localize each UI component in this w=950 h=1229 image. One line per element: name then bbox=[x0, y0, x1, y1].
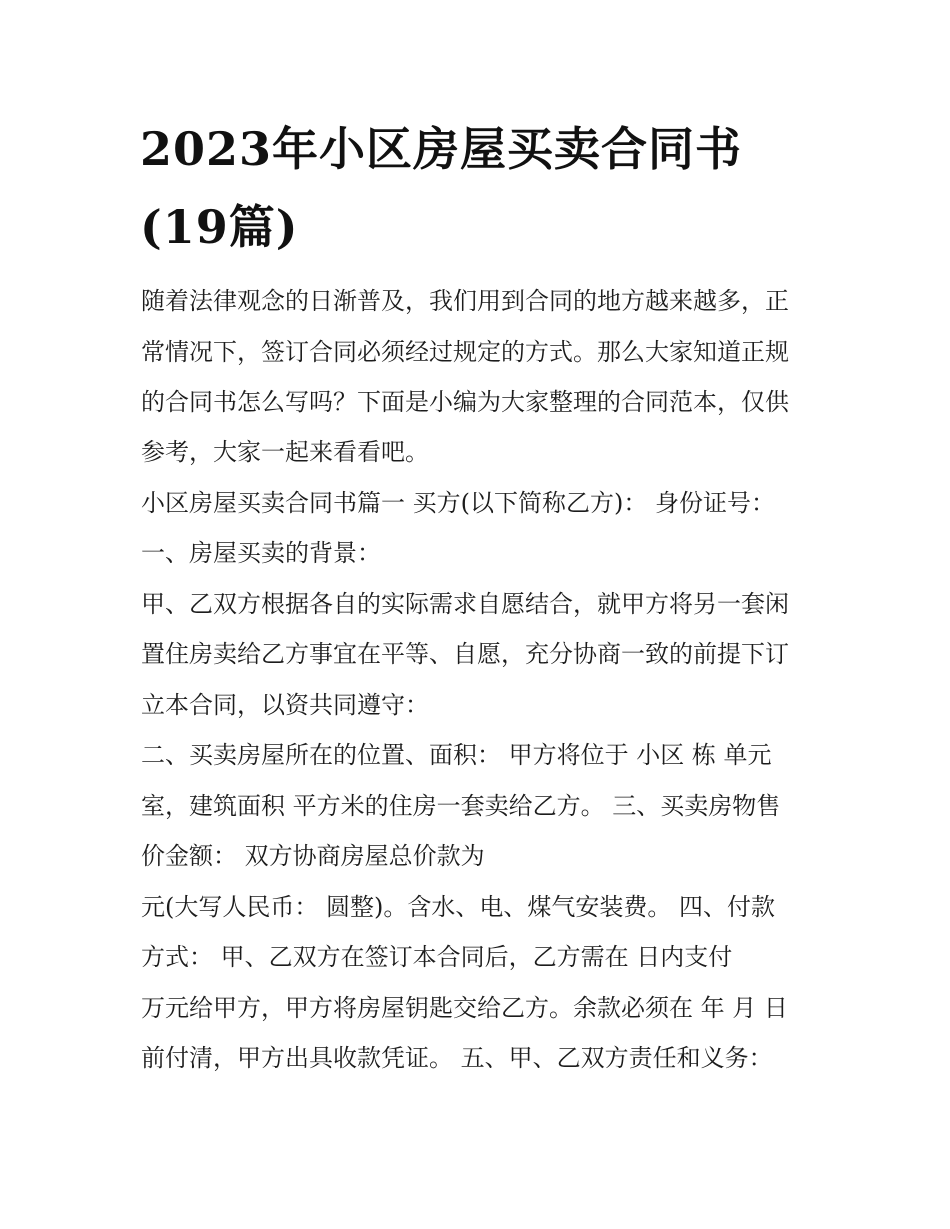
paragraph-line: 室，建筑面积 平方米的住房一套卖给乙方。 三、买卖房物售 bbox=[141, 792, 781, 820]
paragraph-line: 二、买卖房屋所在的位置、面积： 甲方将位于 小区 栋 单元 bbox=[141, 741, 772, 769]
paragraph-line: 置住房卖给乙方事宜在平等、自愿，充分协商一致的前提下订 bbox=[141, 640, 789, 668]
paragraph-line: 前付清，甲方出具收款凭证。 五、甲、乙双方责任和义务： bbox=[141, 1044, 773, 1072]
paragraph-line: 元(大写人民币： 圆整)。含水、电、煤气安装费。 四、付款 bbox=[141, 893, 775, 921]
paragraph-line: 立本合同，以资共同遵守： bbox=[141, 691, 429, 719]
paragraph-line: 方式： 甲、乙双方在签订本合同后，乙方需在 日内支付 bbox=[141, 943, 733, 971]
paragraph-line: 随着法律观念的日渐普及，我们用到合同的地方越来越多，正 bbox=[141, 287, 789, 315]
document-title-line-1: 2023年小区房屋买卖合同书 bbox=[140, 122, 743, 176]
paragraph-line: 价金额： 双方协商房屋总价款为 bbox=[141, 842, 485, 870]
paragraph-line: 一、房屋买卖的背景： bbox=[141, 539, 381, 567]
paragraph-line: 小区房屋买卖合同书篇一 买方(以下简称乙方)： 身份证号： bbox=[141, 489, 775, 517]
paragraph-line: 的合同书怎么写吗？下面是小编为大家整理的合同范本，仅供 bbox=[141, 388, 789, 416]
document-title-line-2: (19篇) bbox=[140, 200, 299, 254]
paragraph-line: 常情况下，签订合同必须经过规定的方式。那么大家知道正规 bbox=[141, 338, 789, 366]
paragraph-line: 甲、乙双方根据各自的实际需求自愿结合，就甲方将另一套闲 bbox=[141, 590, 789, 618]
paragraph-line: 参考，大家一起来看看吧。 bbox=[141, 438, 429, 466]
paragraph-line: 万元给甲方，甲方将房屋钥匙交给乙方。余款必须在 年 月 日 bbox=[141, 994, 788, 1022]
